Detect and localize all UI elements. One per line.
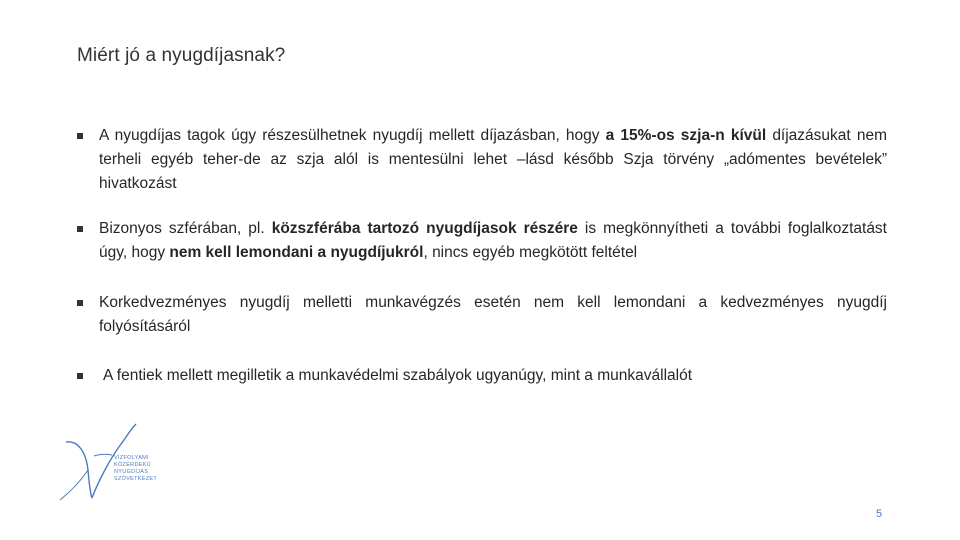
bullet-text-segment: díjazásukat nem terheli egyéb teher-de az szja alól is mentesülni lehet –lásd később Szja törvény „adómentes bevételek” hivatkozást: [99, 127, 887, 192]
logo-text: [114, 455, 157, 483]
logo-line: VÍZFOLYAMI: [114, 455, 149, 461]
bullet-text: [99, 127, 887, 192]
bullet-square-icon: [77, 300, 83, 306]
bullet-square-icon: [77, 133, 83, 139]
bullet-text-segment: A fentiek mellett megilletik a munkavédelmi szabályok ugyanúgy, mint a munkavállalót: [103, 367, 692, 384]
bullet-text: [99, 220, 887, 261]
bullet-square-icon: [77, 226, 83, 232]
bullet-item: [77, 364, 887, 388]
bullet-text-segment: , nincs egyéb megkötött feltétel: [423, 244, 638, 261]
bullet-text-bold: a 15%-os szja-n kívül: [605, 127, 767, 144]
bullet-item: [77, 291, 887, 339]
logo-line: KÖZÉRDEKŰ: [114, 462, 151, 468]
bullet-text-segment: A nyugdíjas tagok úgy részesülhetnek nyugdíj mellett díjazásban, hogy: [99, 127, 606, 144]
bullet-text: [99, 294, 887, 335]
logo-line: NYUGDÍJAS: [114, 469, 149, 475]
bullet-text-segment: Bizonyos szférában, pl.: [99, 220, 272, 237]
bullet-item: [77, 217, 887, 265]
bullet-text: [99, 367, 692, 384]
logo-line: SZÖVETKEZET: [114, 476, 158, 482]
bullet-text-segment: is megkönnyítheti a további foglalkoztatást úgy, hogy: [99, 220, 887, 261]
page-number: 5: [876, 508, 883, 520]
bullet-text-bold: közszférába tartozó nyugdíjasok részére: [271, 220, 578, 237]
bullet-text-bold: nem kell lemondani a nyugdíjukról: [169, 244, 424, 261]
bullet-text-segment: Korkedvezményes nyugdíj melletti munkavégzés esetén nem kell lemondani a kedvezményes nyugdíj folyósításáról: [99, 294, 887, 335]
bullet-item: [77, 124, 887, 196]
bullet-square-icon: [77, 373, 83, 379]
slide-title: Miért jó a nyugdíjasnak?: [77, 45, 286, 66]
